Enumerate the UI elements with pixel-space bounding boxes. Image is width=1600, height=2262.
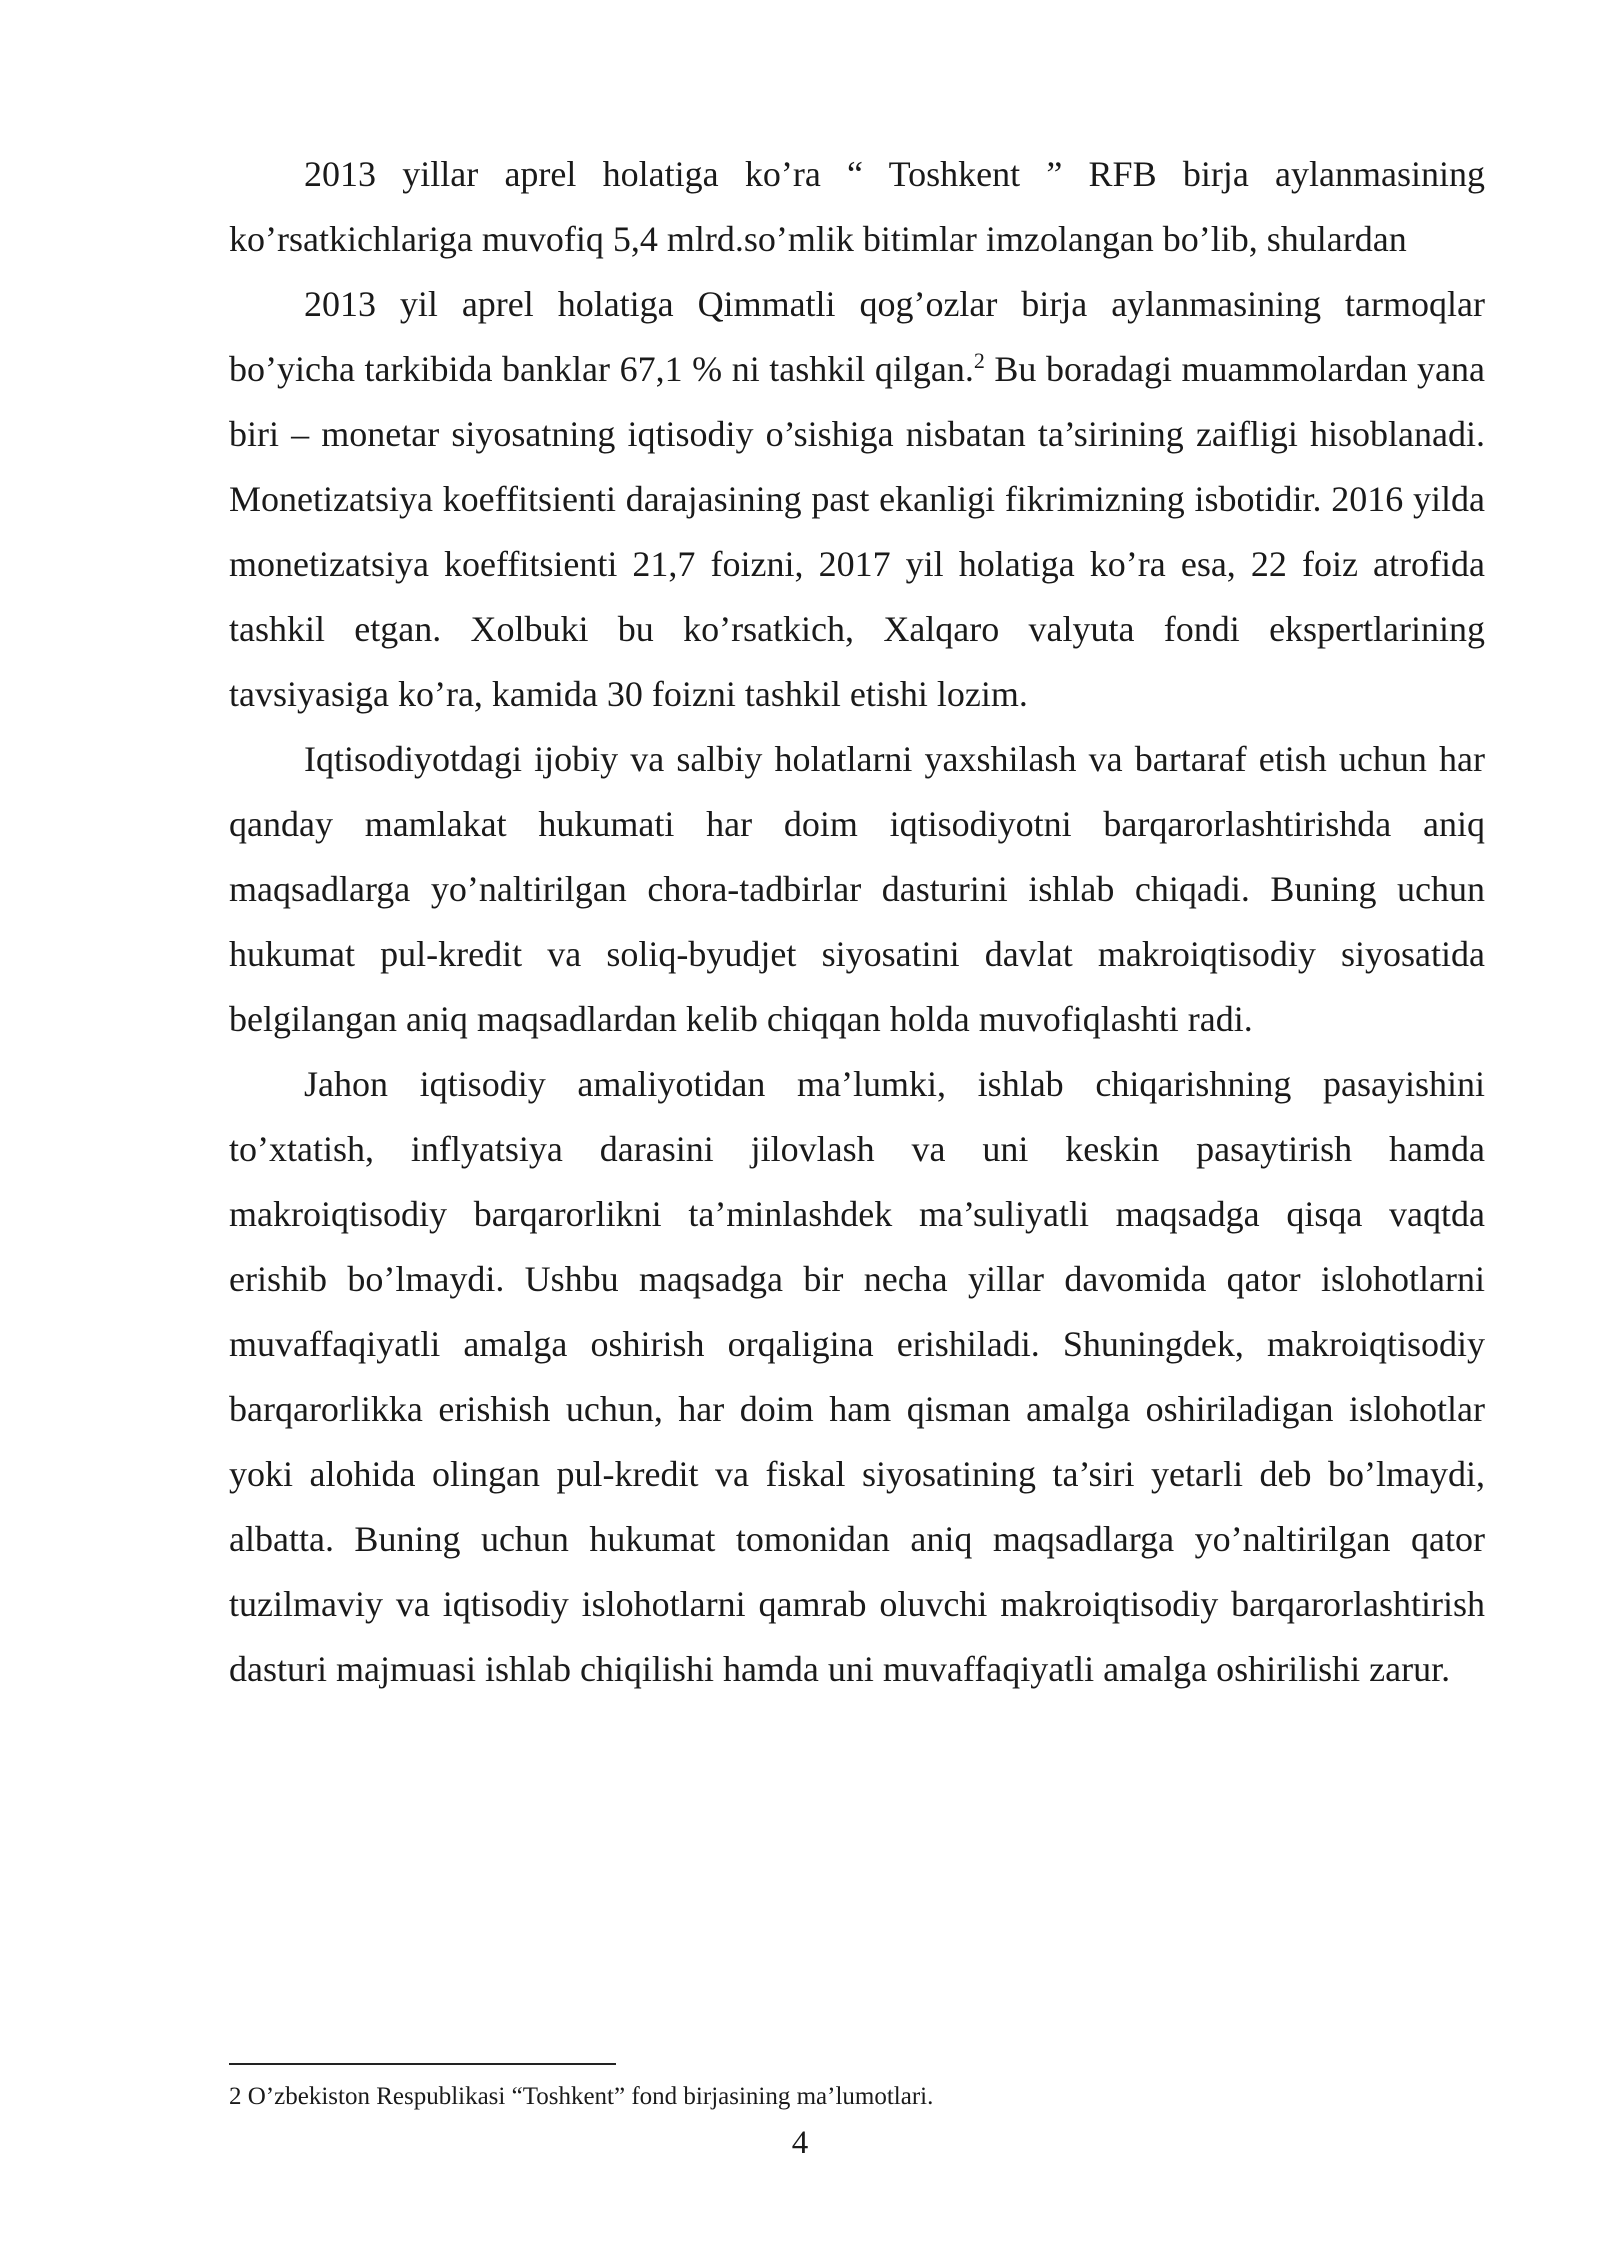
footnote-reference: 2: [973, 348, 985, 373]
paragraph-2: [229, 272, 1485, 727]
paragraph-4: Jahon iqtisodiy amaliyotidan ma’lumki, ishlab chiqarishning pasayishini to’xtatish, inflyatsiya darasini jilovlash va uni keskin pasaytirish hamda makroiqtisodiy barqarorlikni ta’minlashdek ma’suliyatli maqsadga qisqa vaqtda erishib bo’lmaydi. Ushbu maqsadga bir necha yillar davomida qator islohotlarni muvaffaqiyatli amalga oshirish orqaligina erishiladi. Shuningdek, makroiqtisodiy barqarorlikka erishish uchun, har doim ham qisman amalga oshiriladigan islohotlar yoki alohida olingan pul-kredit va fiskal siyosatining ta’siri yetarli deb bo’lmaydi, albatta. Buning uchun hukumat tomonidan aniq maqsadlarga yo’naltirilgan qator tuzilmaviy va iqtisodiy islohotlarni qamrab oluvchi makroiqtisodiy barqarorlashtirish dasturi majmuasi ishlab chiqilishi hamda uni muvaffaqiyatli amalga oshirilishi zarur.: [229, 1064, 1485, 1689]
footnote-separator: [229, 2063, 616, 2065]
paragraph-2-text-before-ref: 2013 yil aprel holatiga Qimmatli qog’ozlar birja aylanmasining tarmoqlar bo’yicha tarkibida banklar 67,1 % ni tashkil qilgan.: [229, 284, 1485, 389]
page-number: 4: [791, 2125, 809, 2161]
paragraph-3: Iqtisodiyotdagi ijobiy va salbiy holatlarni yaxshilash va bartaraf etish uchun har qanday mamlakat hukumati har doim iqtisodiyotni barqarorlashtirishda aniq maqsadlarga yo’naltirilgan chora-tadbirlar dasturini ishlab chiqadi. Buning uchun hukumat pul-kredit va soliq-byudjet siyosatini davlat makroiqtisodiy siyosatida belgilangan aniq maqsadlardan kelib chiqqan holda muvofiqlashti radi.: [229, 739, 1485, 1039]
footnote-text: 2 O’zbekiston Respublikasi “Toshkent” fond birjasining ma’lumotlari.: [229, 2083, 934, 2110]
paragraph-1: 2013 yillar aprel holatiga ko’ra “ Toshkent ” RFB birja aylanmasining ko’rsatkichlariga muvofiq 5,4 mlrd.so’mlik bitimlar imzolangan bo’lib, shulardan: [229, 154, 1485, 259]
body-text: [229, 142, 1485, 1702]
paragraph-2-text-after-ref: Bu boradagi muammolardan yana biri – monetar siyosatning iqtisodiy o’sishiga nisbatan ta’sirining zaifligi hisoblanadi. Monetizatsiya koeffitsienti darajasining past ekanligi fikrimizning isbotidir. 2016 yilda monetizatsiya koeffitsienti 21,7 foizni, 2017 yil holatiga ko’ra esa, 22 foiz atrofida tashkil etgan. Xolbuki bu ko’rsatkich, Xalqaro valyuta fondi ekspertlarining tavsiyasiga ko’ra, kamida 30 foizni tashkil etishi lozim.: [229, 349, 1485, 714]
